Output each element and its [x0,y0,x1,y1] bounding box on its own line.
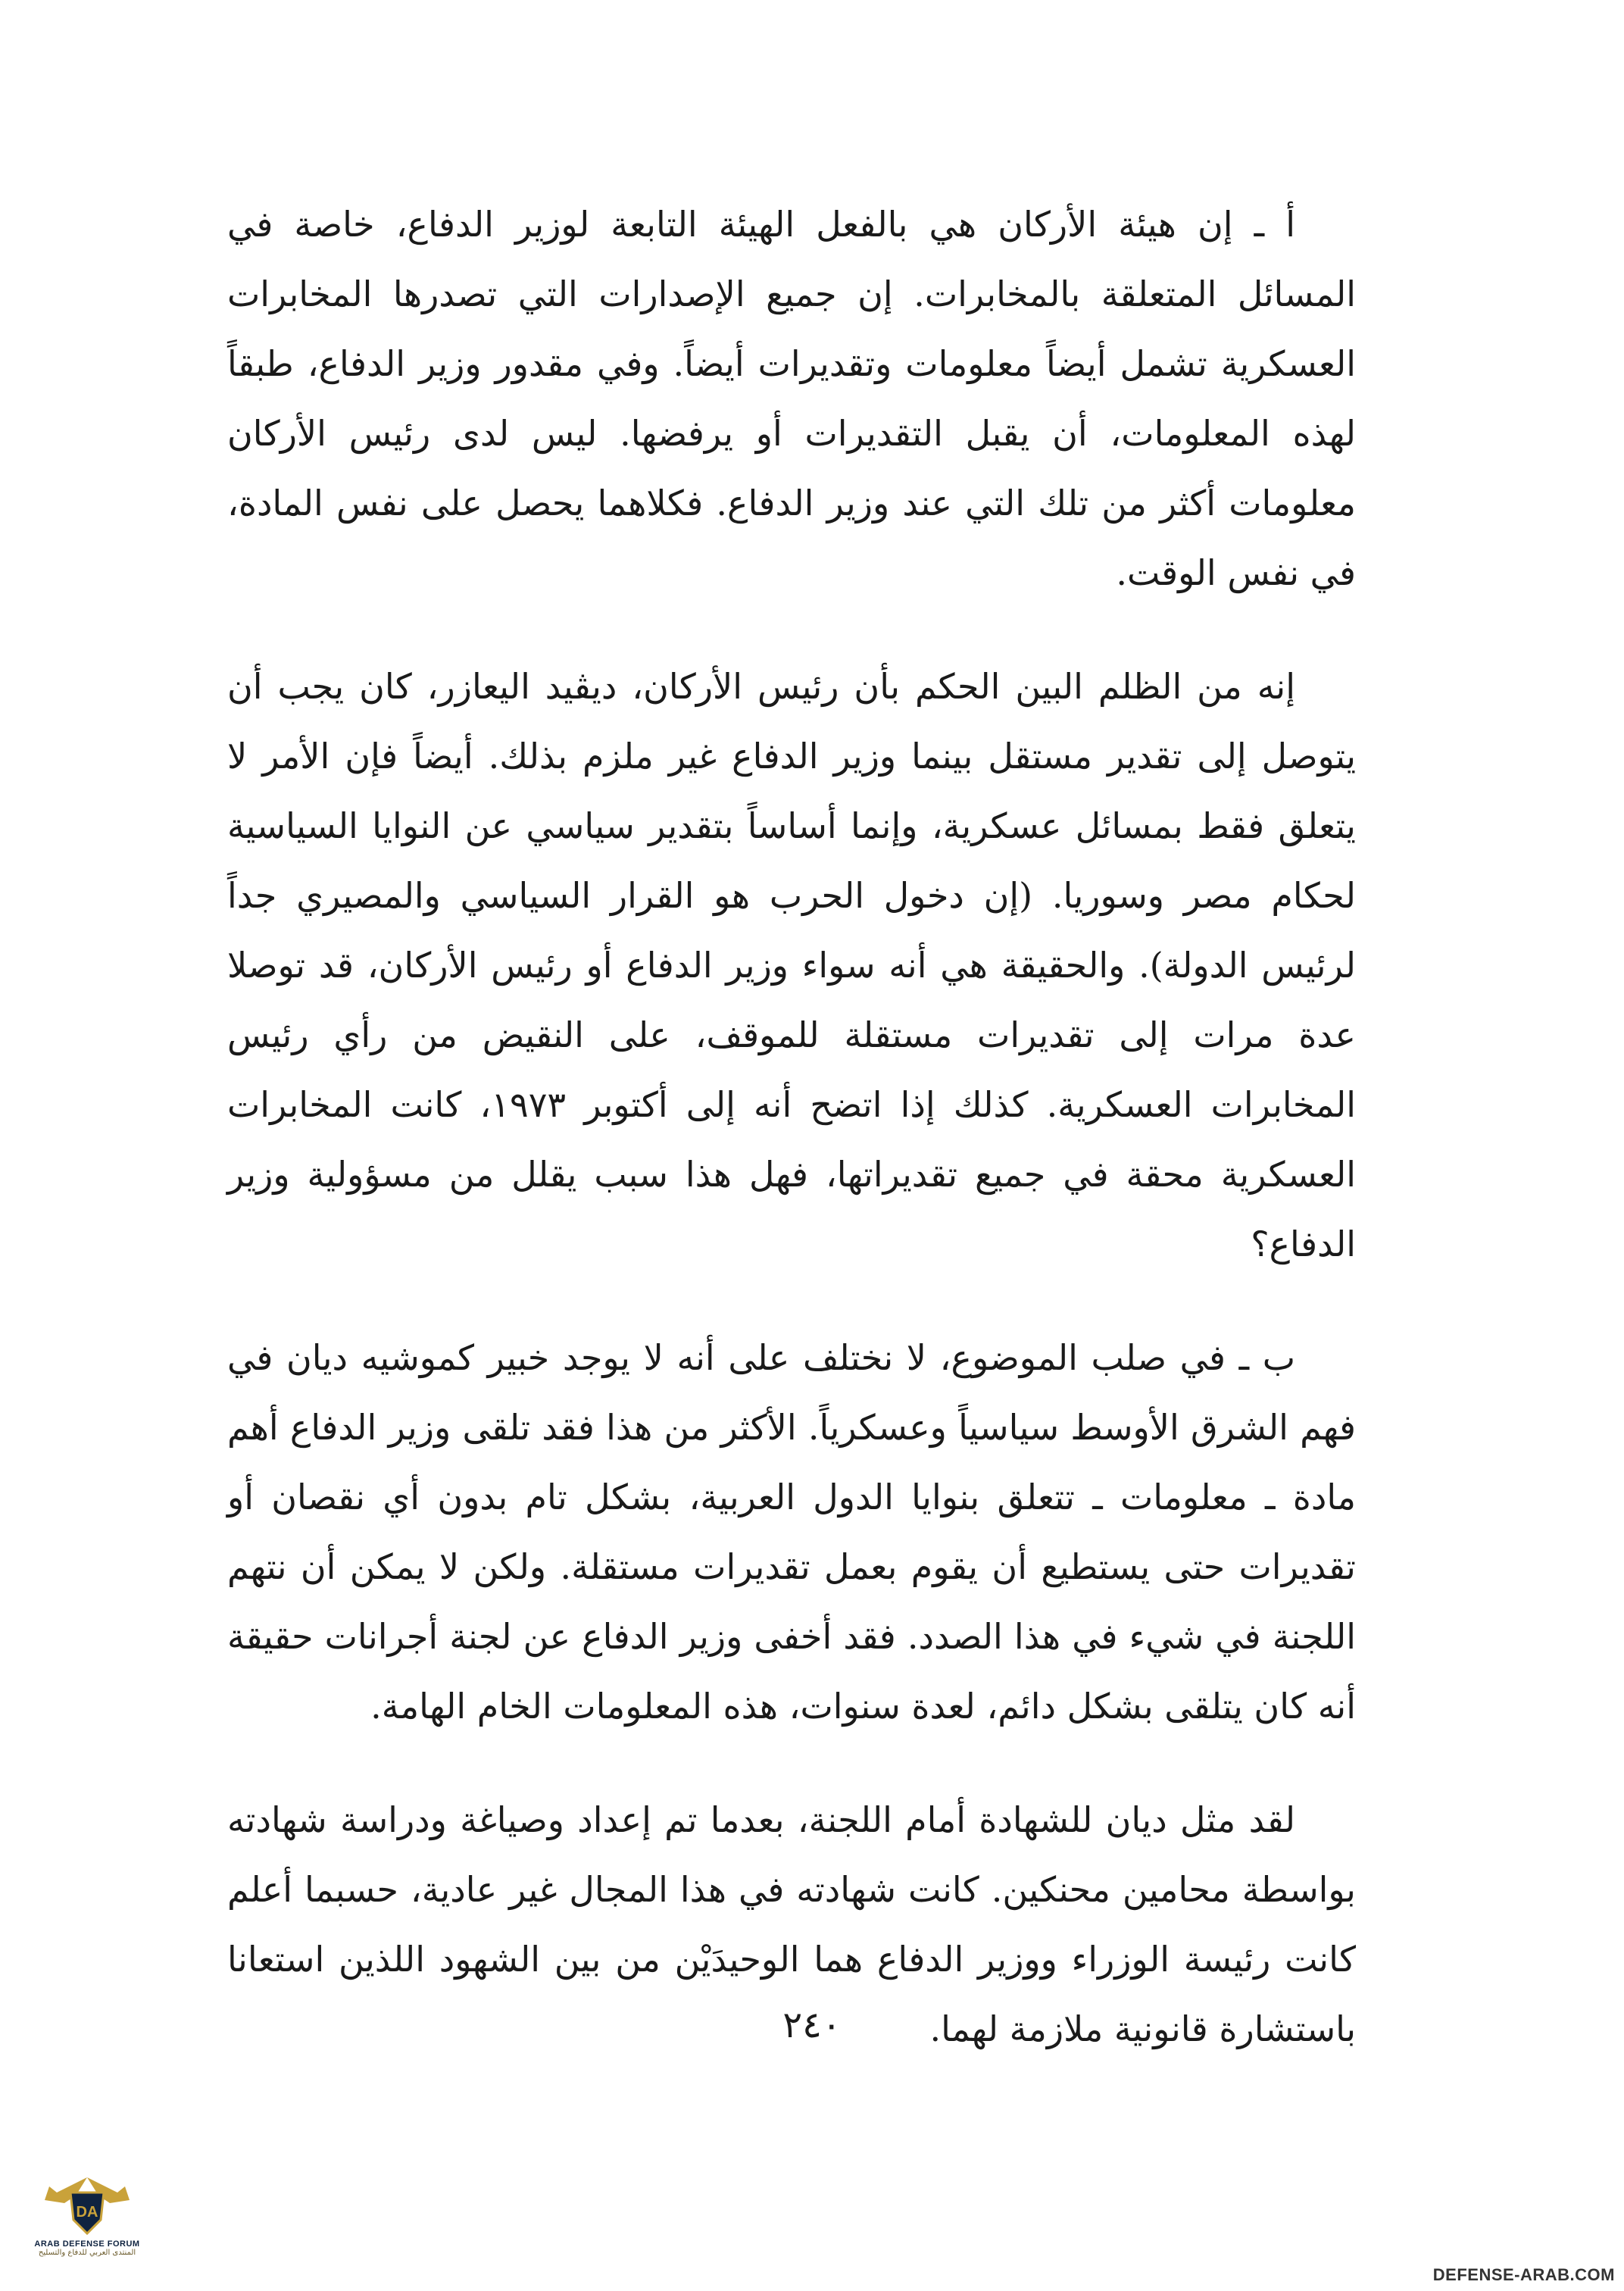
paragraph-b: ب ـ في صلب الموضوع، لا نختلف على أنه لا يوجد خبير كموشيه ديان في فهم الشرق الأوسط سياسياً وعسكرياً. الأكثر من هذا فقد تلقى وزير الدفاع أهم مادة ـ معلومات ـ تتعلق بنوايا الدول العربية، بشكل تام بدون أي نقصان أو تقديرات حتى يستطيع أن يقوم بعمل تقديرات مستقلة. ولكن لا يمكن أن نتهم اللجنة في شيء في هذا الصدد. فقد أخفى وزير الدفاع عن لجنة أجرانات حقيقة أنه كان يتلقى بشكل دائم، لعدة سنوات، هذه المعلومات الخام الهامة. [227,1337,1356,1727]
svg-text:DA: DA [76,2204,98,2221]
logo-name-en: ARAB DEFENSE FORUM [34,2239,140,2249]
watermark-url[interactable]: DEFENSE-ARAB.COM [1432,2265,1615,2284]
eagle-shield-icon [42,2170,133,2238]
paragraph-a: أ ـ إن هيئة الأركان هي بالفعل الهيئة التابعة لوزير الدفاع، خاصة في المسائل المتعلقة بالمخابرات. إن جميع الإصدارات التي تصدرها المخابرات العسكرية تشمل أيضاً معلومات وتقديرات أيضاً. وفي مقدور وزير الدفاع، طبقاً لهذه المعلومات، أن يقبل التقديرات أو يرفضها. ليس لدى رئيس الأركان معلومات أكثر من تلك التي عند وزير الدفاع. فكلاهما يحصل على نفس المادة، في نفس الوقت. [227,204,1356,593]
forum-logo [30,2170,144,2276]
document-body [227,189,1356,2064]
logo-name-ar: المنتدى العربي للدفاع والتسليح [38,2249,136,2257]
paragraph-testimony: لقد مثل ديان للشهادة أمام اللجنة، بعدما تم إعداد وصياغة ودراسة شهادته بواسطة محامين محنكين. كانت شهادته في هذا المجال غير عادية، حسبما أعلم كانت رئيسة الوزراء ووزير الدفاع هما الوحيدَيْن من بين الشهود اللذين استعانا باستشارة قانونية ملازمة لهما. [227,1799,1356,2049]
paragraph-unjust-judgment: إنه من الظلم البين الحكم بأن رئيس الأركان، ديڤيد اليعازر، كان يجب أن يتوصل إلى تقدير مستقل بينما وزير الدفاع غير ملزم بذلك. أيضاً فإن الأمر لا يتعلق فقط بمسائل عسكرية، وإنما أساساً بتقدير سياسي عن النوايا السياسية لحكام مصر وسوريا. (إن دخول الحرب هو القرار السياسي والمصيري جداً لرئيس الدولة). والحقيقة هي أنه سواء وزير الدفاع أو رئيس الأركان، قد توصلا عدة مرات إلى تقديرات مستقلة للموقف، على النقيض من رأي رئيس المخابرات العسكرية. كذلك إذا اتضح أنه إلى أكتوبر ١٩٧٣، كانت المخابرات العسكرية محقة في جميع تقديراتها، فهل هذا سبب يقلل من مسؤولية وزير الدفاع؟ [227,666,1356,1264]
page-number: ٢٤٠ [782,2004,842,2046]
